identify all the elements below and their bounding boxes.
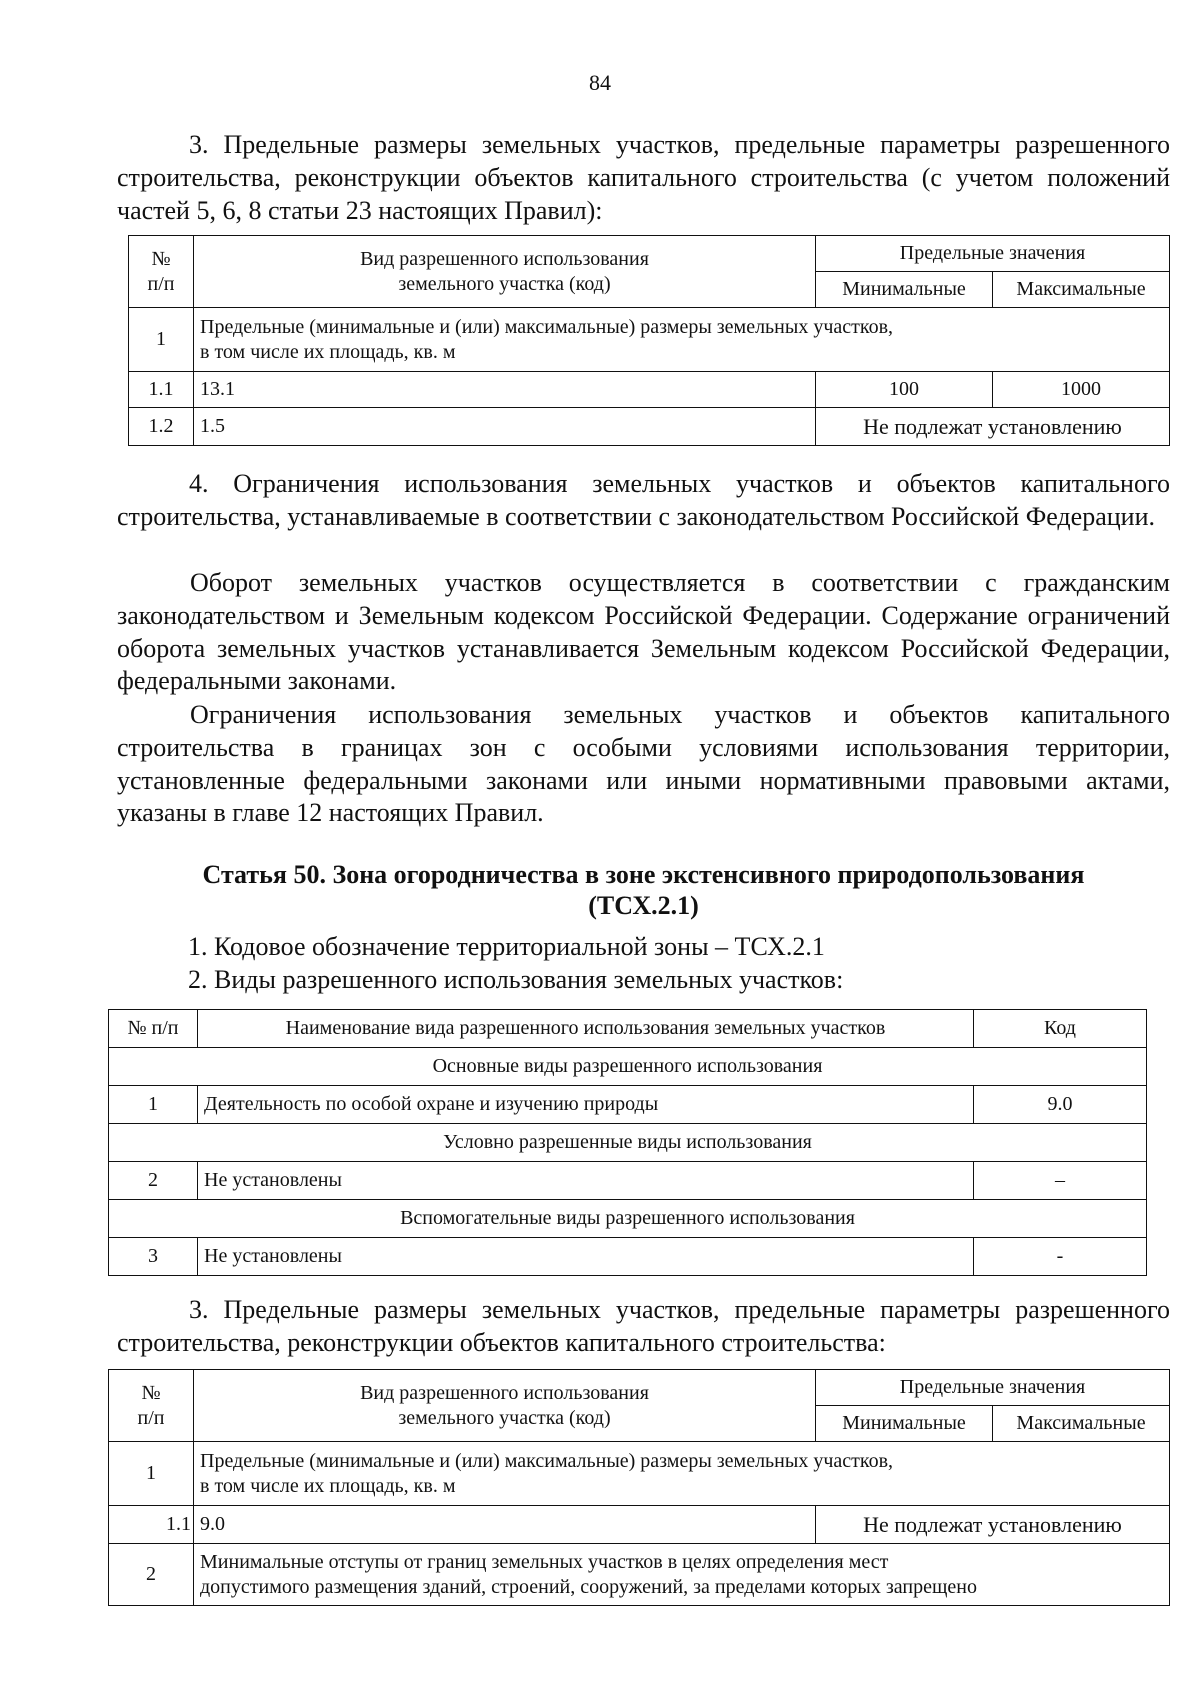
article-item-2: 2. Виды разрешенного использования земельных участков: xyxy=(188,965,844,994)
header-kind: Вид разрешенного использования земельного участка (код) xyxy=(194,1370,816,1442)
header-min: Минимальные xyxy=(816,1406,993,1442)
article-title-line2: (ТСХ.2.1) xyxy=(588,891,699,920)
row-value: Не подлежат установлению xyxy=(816,1506,1170,1544)
row-num: 1.1 xyxy=(109,1506,194,1544)
page-number: 84 xyxy=(589,70,611,95)
section4-p1: 4. Ограничения использования земельных участков и объектов капитального строительства, устанавливаемые в соответствии с законодательством Российской Федерации. xyxy=(117,469,1170,531)
row-code: 13.1 xyxy=(194,372,816,408)
section-title: Основные виды разрешенного использования xyxy=(109,1048,1147,1086)
article-title-line1: Статья 50. Зона огородничества в зоне экстенсивного природопользования xyxy=(202,860,1085,889)
row-name: Деятельность по особой охране и изучению природы xyxy=(198,1086,974,1124)
row-num: 2 xyxy=(109,1162,198,1200)
row-text: Предельные (минимальные и (или) максимальные) размеры земельных участков, в том числе их площадь, кв. м xyxy=(194,308,1170,372)
row-num: 2 xyxy=(109,1544,194,1606)
header-num: № п/п xyxy=(109,1010,198,1048)
header-code: Код xyxy=(974,1010,1147,1048)
section-title: Вспомогательные виды разрешенного использования xyxy=(109,1200,1147,1238)
row-code: - xyxy=(974,1238,1147,1276)
uses-table xyxy=(108,1009,1147,1276)
row-num: 1.1 xyxy=(129,372,194,408)
row-text: Минимальные отступы от границ земельных участков в целях определения мест допустимого размещения зданий, строений, сооружений, за пределами которых запрещено xyxy=(194,1544,1170,1606)
row-num: 1 xyxy=(109,1086,198,1124)
row-num: 1 xyxy=(129,308,194,372)
row-name: Не установлены xyxy=(198,1238,974,1276)
row-max: 1000 xyxy=(993,372,1170,408)
header-min: Минимальные xyxy=(816,272,993,308)
row-code: 9.0 xyxy=(974,1086,1147,1124)
header-max: Максимальные xyxy=(993,1406,1170,1442)
row-text: Предельные (минимальные и (или) максимальные) размеры земельных участков, в том числе их площадь, кв. м xyxy=(194,1442,1170,1506)
header-kind: Вид разрешенного использования земельного участка (код) xyxy=(194,236,816,308)
limits-table-2 xyxy=(108,1369,1170,1606)
row-name: Не установлены xyxy=(198,1162,974,1200)
row-num: 3 xyxy=(109,1238,198,1276)
article-item-1: 1. Кодовое обозначение территориальной зоны – ТСХ.2.1 xyxy=(188,932,825,961)
section-title: Условно разрешенные виды использования xyxy=(109,1124,1147,1162)
section4-p3: Ограничения использования земельных участков и объектов капитального строительства в границах зон с особыми условиями использования территории, установленные федеральными законами или иными нормативными правовыми актами, указаны в главе 12 настоящих Правил. xyxy=(117,700,1170,828)
row-value: Не подлежат установлению xyxy=(816,408,1170,446)
row-num: 1 xyxy=(109,1442,194,1506)
row-code: – xyxy=(974,1162,1147,1200)
row-num: 1.2 xyxy=(129,408,194,446)
header-max: Максимальные xyxy=(993,272,1170,308)
header-name: Наименование вида разрешенного использования земельных участков xyxy=(198,1010,974,1048)
header-limits: Предельные значения xyxy=(816,1370,1170,1406)
section3-top-text: 3. Предельные размеры земельных участков, предельные параметры разрешенного строительства, реконструкции объектов капитального строительства (с учетом положений частей 5, 6, 8 статьи 23 настоящих Правил): xyxy=(117,130,1170,225)
row-code: 1.5 xyxy=(194,408,816,446)
section4-p2: Оборот земельных участков осуществляется в соответствии с гражданским законодательством и Земельным кодексом Российской Федерации. Содержание ограничений оборота земельных участков устанавливается Земельным кодексом Российской Федерации, федеральными законами. xyxy=(117,568,1170,696)
row-code: 9.0 xyxy=(194,1506,816,1544)
section3-bottom-text: 3. Предельные размеры земельных участков, предельные параметры разрешенного строительства, реконструкции объектов капитального строительства: xyxy=(117,1295,1170,1357)
row-min: 100 xyxy=(816,372,993,408)
header-num: № п/п xyxy=(129,236,194,308)
header-num: № п/п xyxy=(109,1370,194,1442)
header-limits: Предельные значения xyxy=(816,236,1170,272)
limits-table-1 xyxy=(128,235,1170,446)
